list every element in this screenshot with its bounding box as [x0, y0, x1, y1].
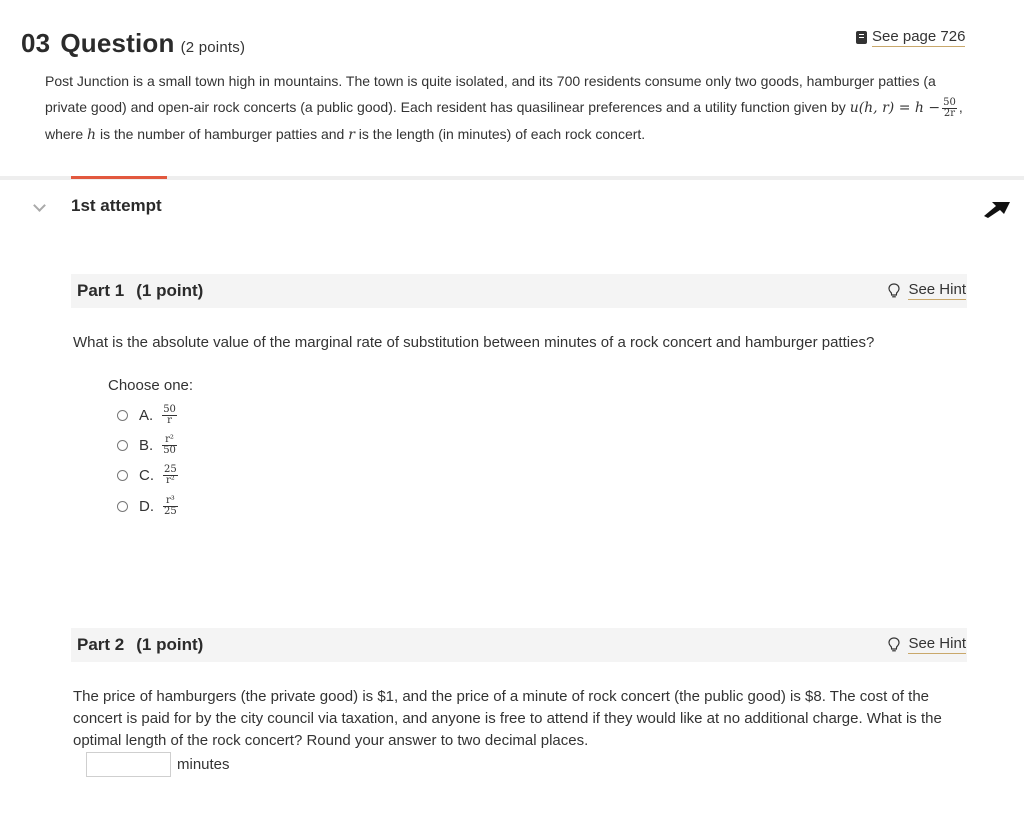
option-a[interactable] [117, 402, 179, 428]
radio-option-b[interactable] [117, 440, 128, 451]
option-b[interactable] [117, 432, 179, 458]
utility-frac-den: 2r [943, 107, 956, 119]
lightbulb-icon [888, 637, 900, 652]
option-c[interactable] [117, 462, 180, 488]
option-a-letter: A. [139, 406, 154, 424]
option-a-fraction [162, 405, 177, 426]
see-page-label[interactable]: See page 726 [872, 28, 966, 45]
see-page-link[interactable] [856, 28, 965, 47]
utility-frac-num: 50 [943, 96, 956, 108]
attempt-label: 1st attempt [71, 196, 162, 215]
option-d-letter: D. [139, 497, 154, 515]
choose-one-label: Choose one: [108, 377, 194, 394]
question-text [45, 68, 980, 148]
part2-points: (1 point) [136, 635, 204, 654]
var-h: h [87, 127, 97, 143]
option-b-num: r² [162, 435, 177, 446]
book-icon [856, 31, 867, 44]
part1-title [77, 281, 203, 301]
attempt-header[interactable] [0, 190, 1024, 222]
chevron-down-icon[interactable] [33, 199, 46, 212]
part1-hint-label[interactable]: See Hint [908, 281, 966, 298]
answer-unit: minutes [177, 756, 230, 773]
question-number: 03 [21, 28, 51, 58]
part2-prompt: The price of hamburgers (the private good) is $1, and the price of a minute of rock concert (the public good) is $8. The cost of the concert is paid for by the city council via taxation, and anyone is free to attend if they would like at no additional charge. What is the optimal length of the rock concert? Round your answer to two decimal places. [73, 688, 942, 749]
option-d-den: 25 [164, 505, 177, 517]
question-label: Question [60, 28, 175, 58]
question-text-2: , [958, 99, 963, 115]
part1-points: (1 point) [136, 281, 204, 300]
option-d-num: r³ [163, 496, 178, 507]
question-text-3: where [45, 126, 88, 142]
option-c-num: 25 [164, 463, 177, 475]
part2-title-label: Part 2 [77, 635, 125, 654]
radio-option-d[interactable] [117, 501, 128, 512]
utility-function: u(h, r) = h − [849, 100, 941, 116]
question-points: (2 points) [180, 39, 246, 56]
option-d-fraction [163, 496, 178, 517]
lightbulb-icon [888, 283, 900, 298]
option-a-num: 50 [163, 403, 176, 415]
question-text-1: Post Junction is a small town high in mountains. The town is quite isolated, and its 700 residents consume only two goods, hamburger patties (a private good) and open-air rock concerts (a public good). Each resident has quasilinear preferences and a utility function given by [45, 73, 936, 115]
question-title [21, 28, 245, 59]
option-a-den: r [167, 414, 172, 426]
option-c-den: r² [165, 474, 175, 486]
part2-title [77, 635, 203, 655]
pin-icon[interactable] [982, 196, 1012, 218]
radio-option-c[interactable] [117, 470, 128, 481]
part2-answer-row [86, 752, 230, 777]
part1-title-label: Part 1 [77, 281, 125, 300]
part2-header [71, 628, 967, 662]
part1-prompt: What is the absolute value of the marginal rate of substitution between minutes of a rock concert and hamburger patties? [73, 334, 875, 351]
question-text-4: is the number of hamburger patties and [96, 126, 349, 142]
option-b-fraction [162, 435, 177, 456]
part2-hint-label[interactable]: See Hint [908, 635, 966, 652]
var-r: r [348, 127, 355, 143]
option-b-den: 50 [163, 444, 176, 456]
radio-option-a[interactable] [117, 410, 128, 421]
option-c-letter: C. [139, 466, 154, 484]
question-header [0, 0, 1024, 176]
part1-header [71, 274, 967, 308]
option-c-fraction [163, 465, 178, 486]
answer-input[interactable] [86, 752, 171, 777]
question-text-5: is the length (in minutes) of each rock concert. [354, 126, 646, 142]
attempt-tab-indicator [71, 176, 167, 179]
option-d[interactable] [117, 493, 180, 519]
option-b-letter: B. [139, 436, 154, 454]
part2-see-hint[interactable] [888, 635, 966, 654]
utility-fraction [942, 98, 957, 119]
part1-see-hint[interactable] [888, 281, 966, 300]
